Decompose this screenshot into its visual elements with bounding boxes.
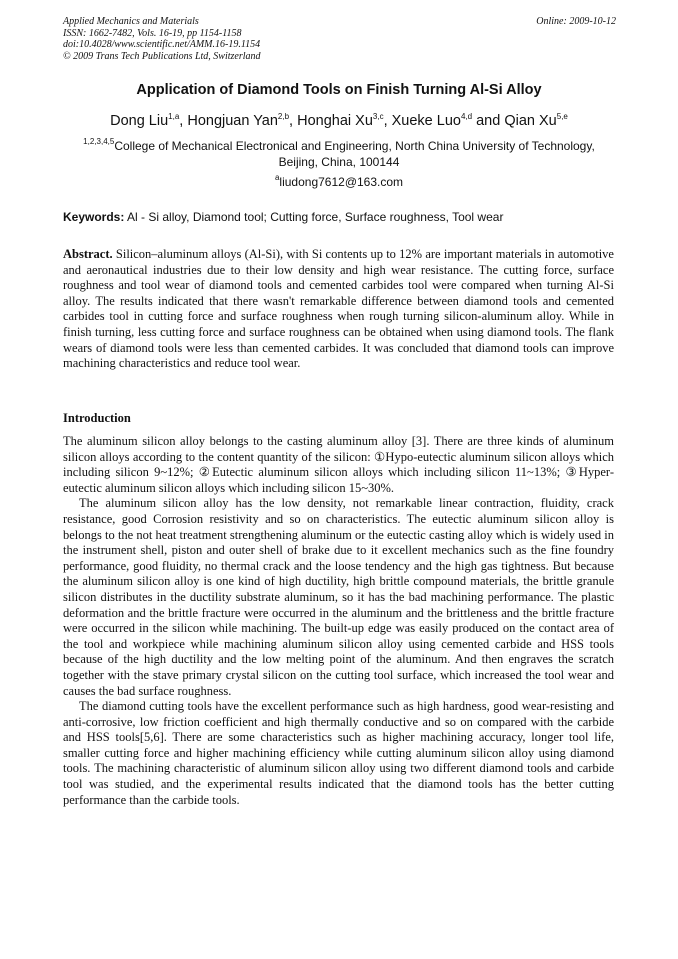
introduction-body [63,434,614,808]
affiliation-line-2: Beijing, China, 100144 [278,155,400,169]
copyright-line: © 2009 Trans Tech Publications Ltd, Switzerland [63,50,261,62]
paragraph: The aluminum silicon alloy belongs to the casting aluminum alloy [3]. There are three kinds of aluminum silicon alloys according to the content quantity of the silicon: ①Hypo-eutectic aluminum silicon alloys which including silicon 9~12%; ②Eutectic aluminum silicon alloys which including silicon 11~13%; ③Hyper-eutectic aluminum silicon alloys which including silicon 15~30%. [63,434,614,495]
affiliation-mark: 1,2,3,4,5 [83,137,115,146]
doi-line: doi:10.4028/www.scientific.net/AMM.16-19.1154 [63,39,261,50]
keywords-label: Keywords: [63,210,125,224]
author-name: Dong Liu [110,113,169,129]
author-separator: , [383,113,392,129]
paragraph: The diamond cutting tools have the excellent performance such as high hardness, good wear-resisting and anti-corrosive, low friction coefficient and high thermally conductive and so on compared with the carbide and HSS tools[5,6]. There are some characteristics such as higher machining accuracy, longer tool life, smaller cutting force and higher machining efficiency while cutting aluminum silicon alloy using diamond tools. The machining characteristic of aluminum silicon alloy using two different diamond tools and carbide tool was studied, and the experimental results indicated that the diamond tools has the better cutting performance than the carbide tools. [63,699,614,807]
author-affil-mark: 1,a [168,112,180,121]
online-date: Online: 2009-10-12 [536,16,616,27]
abstract-text: Silicon–aluminum alloys (Al-Si), with Si contents up to 12% are important materials in automotive and aeronautical industries due to their low density and high wear resistance. The cutting force, surface roughness and tool wear of diamond tools and cemented carbides tool were compared when turning Al-Si alloy. The results indicated that there wasn't remarkable difference between diamond tools and cemented carbides tool in cutting force and surface roughness when rough turning silicon-aluminum alloy. While in finish turning, less cutting force and surface roughness can be obtained when using diamond tools. The flank wears of diamond tools were less than cemented carbides. It was concluded that diamond tools can improve machining characteristics and reduce tool wear. [63,247,614,371]
issn-line: ISSN: 1662-7482, Vols. 16-19, pp 1154-1158 [63,27,242,39]
paragraph: The aluminum silicon alloy has the low density, not remarkable linear contraction, fluidity, crack resistance, good Corrosion resistivity and so on characteristics. The eutectic aluminum silicon alloy is belongs to the not heat treatment strengthening aluminum or the eutectic casting alloy which is widely used in the instrument shell, piston and outer shell of brake due to it excellent mechanics such as the fine foundry performance, good fluidity, no thermal crack and the loose tendency and the high gas tightness. But because the aluminum silicon alloy is one kind of high ductility, high brittle compound materials, the brittle granule silicon distributes in the ductility substrate aluminum, so it has the bad machining performance. The plastic deformation and the brittle fracture were occurred in the aluminum and the brittleness and the brittle fracture were occurred in the silicon while machining. The built-up edge was easily produced on the contact area of the tool and workpiece while machining aluminum silicon alloy using cemented carbide and HSS tools because of the high ductility and the low melting point of the aluminum. And then engraves the scratch together with the stave primary crystal silicon on the cutting tool surface, which increased the tool wear and causes the bad surface roughness. [63,496,614,698]
author-affil-mark: 3,c [372,112,384,121]
author-name: Honghai Xu [297,113,373,129]
author-separator: and [472,113,505,129]
author-name: Qian Xu [504,113,557,129]
email-mark: a [274,173,280,182]
paper-title: Application of Diamond Tools on Finish Turning Al-Si Alloy [136,82,542,98]
email-address: liudong7612@163.com [279,175,404,189]
affiliation [70,138,608,170]
author-name: Xueke Luo [391,113,461,129]
journal-name: Applied Mechanics and Materials [63,16,199,27]
author-affil-mark: 5,e [556,112,568,121]
author-separator: , [289,113,298,129]
author-affil-mark: 4,d [460,112,473,121]
abstract [63,247,614,372]
author-list [40,113,638,129]
abstract-label: Abstract. [63,247,113,261]
author-separator: , [179,113,188,129]
affiliation-line-1: College of Mechanical Electronical and Engineering, North China University of Technology, [114,139,595,153]
author-affil-mark: 2,b [277,112,290,121]
keywords [63,210,623,224]
author-email [40,175,638,189]
author-name: Hongjuan Yan [187,113,278,129]
keywords-text: Al - Si alloy, Diamond tool; Cutting force, Surface roughness, Tool wear [124,210,504,224]
journal-header [63,16,616,62]
section-heading-introduction: Introduction [63,411,131,425]
